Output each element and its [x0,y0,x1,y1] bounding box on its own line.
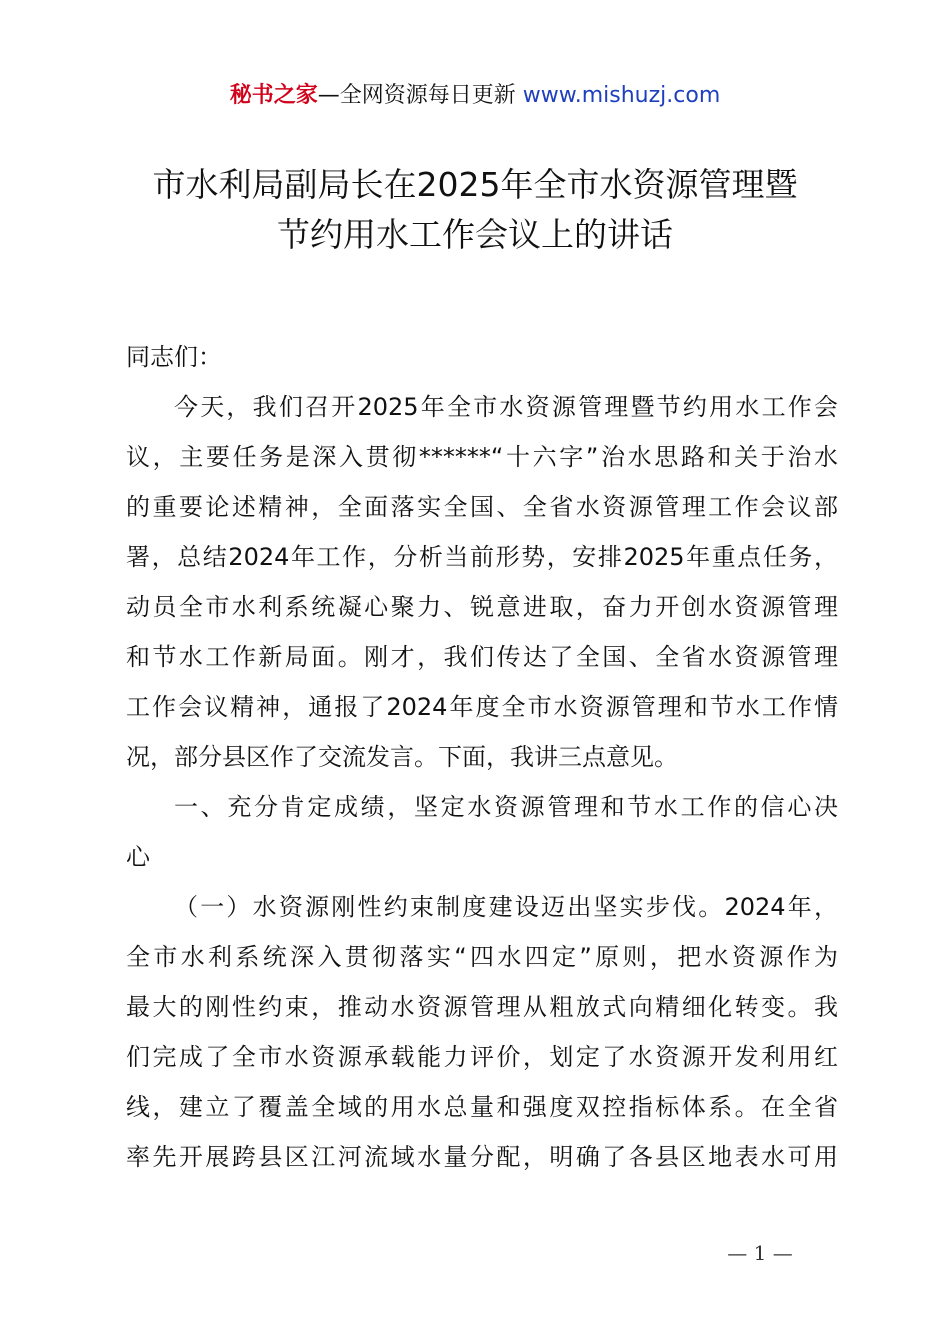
body-line: 动员全市水利系统凝心聚力、锐意进取，奋力开创水资源管理 [126,593,838,621]
body-line: 全市水利系统深入贯彻落实“四水四定”原则，把水资源作为 [126,943,838,971]
body-line: 况，部分县区作了交流发言。下面，我讲三点意见。 [126,743,678,771]
website-link[interactable]: www.mishuzj.com [522,83,721,108]
page-number: — 1 — [727,1241,793,1265]
body-line: 和节水工作新局面。刚才，我们传达了全国、全省水资源管理 [126,643,838,671]
salutation: 同志们： [126,343,222,371]
body-line: 的重要论述精神，全面落实全国、全省水资源管理工作会议部 [126,493,838,521]
document-body [126,332,838,1182]
site-header [0,82,950,110]
body-line: 议，主要任务是深入贯彻******“十六字”治水思路和关于治水 [126,443,838,471]
title-line-1: 市水利局副局长在2025年全市水资源管理暨 [152,165,798,204]
title-line-2: 节约用水工作会议上的讲话 [277,215,673,254]
section-heading-continued: 心 [126,843,150,871]
body-line: 今天，我们召开2025年全市水资源管理暨节约用水工作会 [174,393,838,421]
body-line: 署，总结2024年工作，分析当前形势，安排2025年重点任务， [126,543,838,571]
header-tagline: —全网资源每日更新 [317,83,516,108]
body-line: 工作会议精神，通报了2024年度全市水资源管理和节水工作情 [126,693,838,721]
body-line: 率先开展跨县区江河流域水量分配，明确了各县区地表水可用 [126,1143,838,1171]
subsection-line: （一）水资源刚性约束制度建设迈出坚实步伐。2024年， [174,893,838,921]
document-title [100,160,850,260]
body-line: 最大的刚性约束，推动水资源管理从粗放式向精细化转变。我 [126,993,838,1021]
section-heading: 一、充分肯定成绩，坚定水资源管理和节水工作的信心决 [174,793,838,821]
body-line: 线，建立了覆盖全域的用水总量和强度双控指标体系。在全省 [126,1093,838,1121]
brand-name: 秘书之家 [229,83,318,108]
body-line: 们完成了全市水资源承载能力评价，划定了水资源开发利用红 [126,1043,838,1071]
